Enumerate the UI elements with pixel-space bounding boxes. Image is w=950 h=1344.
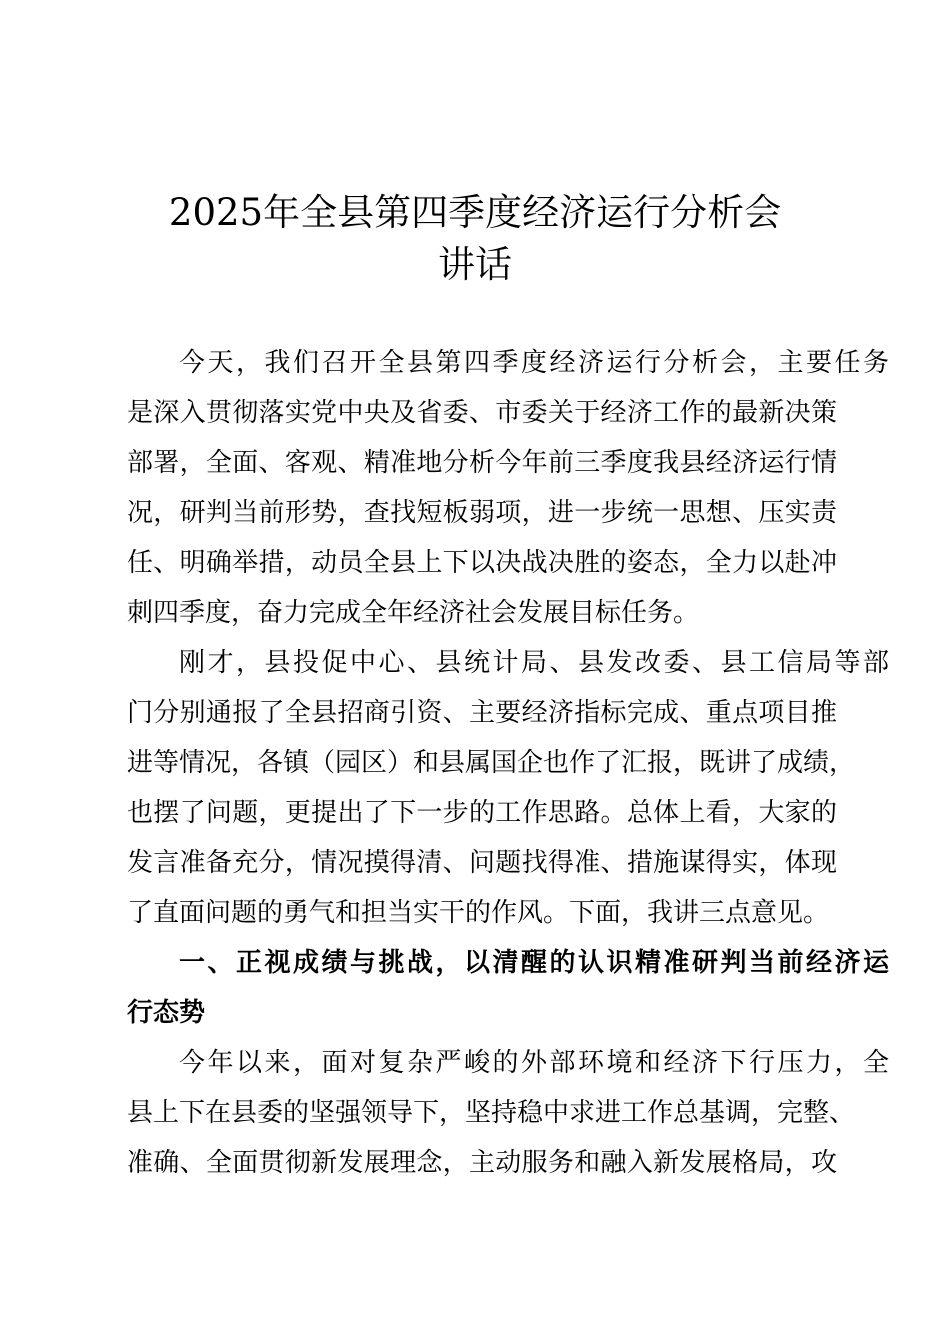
paragraph-line: 况，研判当前形势，查找短板弱项，进一步统一思想、压实责 — [127, 498, 837, 528]
document-title: 2025年全县第四季度经济运行分析会 — [168, 191, 782, 234]
paragraph-line: 今天，我们召开全县第四季度经济运行分析会，主要任务 — [179, 348, 889, 378]
section-heading-continued: 行态势 — [127, 998, 206, 1028]
paragraph-line: 部署，全面、客观、精准地分析今年前三季度我县经济运行情 — [127, 448, 837, 478]
paragraph-line: 准确、全面贯彻新发展理念，主动服务和融入新发展格局，攻 — [127, 1148, 837, 1178]
paragraph-line: 是深入贯彻落实党中央及省委、市委关于经济工作的最新决策 — [127, 398, 837, 428]
paragraph-line: 任、明确举措，动员全县上下以决战决胜的姿态，全力以赴冲 — [127, 548, 837, 578]
paragraph-line: 刚才，县投促中心、县统计局、县发改委、县工信局等部 — [179, 648, 889, 678]
paragraph-line: 也摆了问题，更提出了下一步的工作思路。总体上看，大家的 — [127, 798, 837, 828]
paragraph-line: 发言准备充分，情况摸得清、问题找得准、措施谋得实，体现 — [127, 848, 837, 878]
document-title-continued: 讲话 — [438, 243, 512, 286]
paragraph-line: 今年以来，面对复杂严峻的外部环境和经济下行压力，全 — [179, 1048, 889, 1078]
section-heading: 一、正视成绩与挑战，以清醒的认识精准研判当前经济运 — [179, 948, 889, 978]
paragraph-line: 了直面问题的勇气和担当实干的作风。下面，我讲三点意见。 — [127, 898, 830, 928]
paragraph-line: 门分别通报了全县招商引资、主要经济指标完成、重点项目推 — [127, 698, 837, 728]
paragraph-line: 刺四季度，奋力完成全年经济社会发展目标任务。 — [127, 598, 700, 628]
paragraph-line: 县上下在县委的坚强领导下，坚持稳中求进工作总基调，完整、 — [127, 1098, 856, 1128]
paragraph-line: 进等情况，各镇（园区）和县属国企也作了汇报，既讲了成绩， — [127, 748, 856, 778]
